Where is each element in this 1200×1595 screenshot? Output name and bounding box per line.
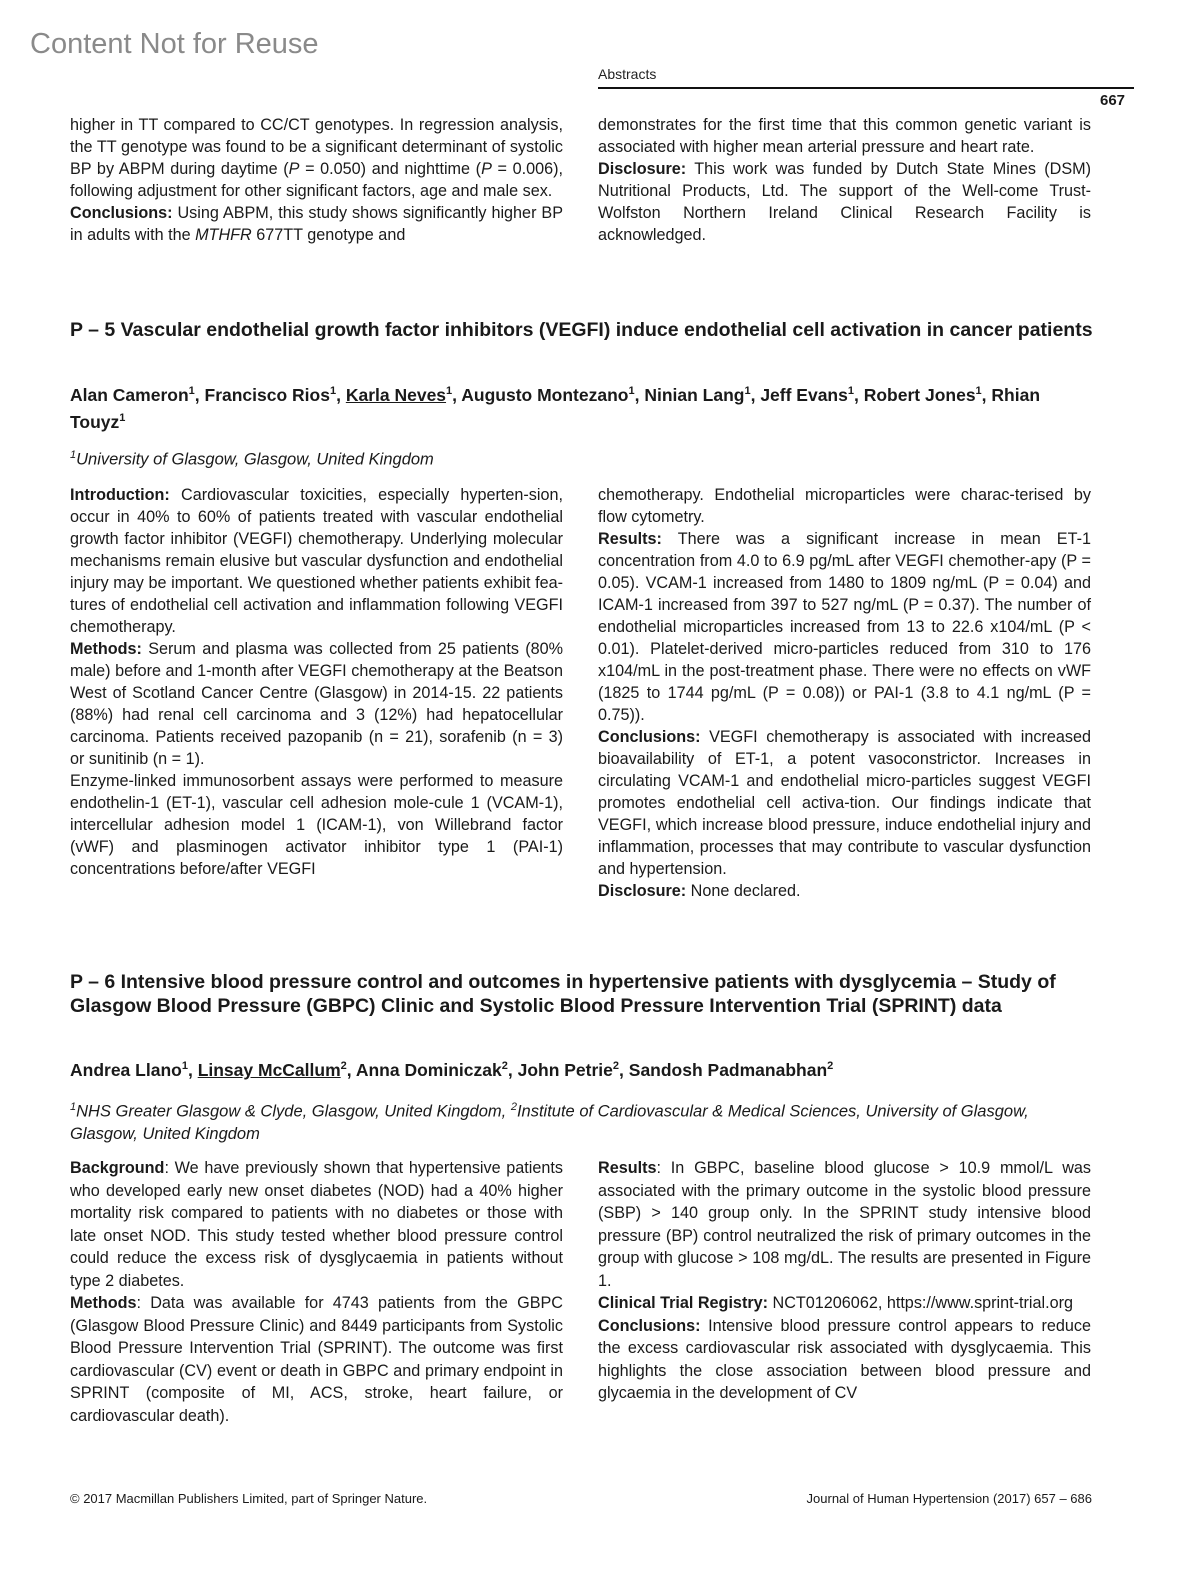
affiliation-sup: 1 [329,385,337,397]
p6-conclusions [598,1315,1091,1405]
p5-title: P – 5 Vascular endothelial growth factor inhibitors (VEGFI) induce endothelial cell activation in cancer patients [70,319,1093,341]
affiliation-sup: 1 [188,385,195,397]
affiliation-sup: 1 [70,1101,77,1113]
p5-methods [70,638,563,770]
section-label: Results: [598,530,662,548]
author-name: Francisco Rios [204,384,330,405]
p6-registry [598,1292,1091,1315]
p5-disclosure [598,880,1091,902]
text: VEGFI chemotherapy is associated with increased bioavailability of ET-1, a potent vasoconstrictor. Increases in circulating VCAM-1 and endothelial micro-particles suggest VEGFI promotes endothelial cell activa-tion. Our findings indicate that VEGFI, which increase blood pressure, induce endothelial injury and inflammation, processes that may contribute to vascular dysfunction and hypertension. [598,728,1091,878]
gene-name: MTHFR [195,226,252,244]
section-label: Methods: [70,640,142,658]
running-head: Abstracts [598,66,657,82]
journal-citation-footer: Journal of Human Hypertension (2017) 657 – 686 [806,1491,1092,1506]
p5-methods-tail: chemotherapy. Endothelial microparticles were charac-terised by flow cytometry. [598,486,1091,526]
text: : Data was available for 4743 patients from the GBPC (Glasgow Blood Pressure Clinic) and 8449 participants from Systolic Blood Pressure Intervention Trial (SPRINT). The outcome was first cardiovascular (CV) event or death in GBPC and primary endpoint in SPRINT (composite of MI, ACS, stroke, heart failure, or cardiovascular death). [70,1294,563,1425]
separator: , [346,1059,356,1080]
author-name: Andrea Llano [70,1059,182,1080]
prev-abstract-right-column [598,114,1091,246]
section-label: Conclusions: [70,204,173,222]
section-label: Conclusions: [598,728,701,746]
separator: , [634,384,645,405]
p6-results [598,1157,1091,1292]
author-name: Ninian Lang [644,384,745,405]
text: Using ABPM, this study shows significantly higher BP in adults with the [70,204,563,244]
presenting-author-name: Linsay McCallum [197,1059,341,1080]
text: NCT01206062, https://www.sprint-trial.org [768,1294,1074,1312]
affiliation-text: Institute of Cardiovascular & Medical Sciences, University of Glasgow, Glasgow, United Kingdom [70,1102,1029,1143]
author-name: Robert Jones [863,384,976,405]
affiliation-sup: 1 [70,449,77,461]
prev-abstract-left-column [70,114,563,246]
author-name: Rhian Touyz [70,384,1041,432]
section-label: Introduction: [70,486,170,504]
section-label: Clinical Trial Registry: [598,1294,769,1312]
affiliation-sup: 1 [744,385,751,397]
p5-results [598,528,1091,726]
p6-affiliations [70,1096,1100,1145]
text: : We have previously shown that hypertensive patients who developed early new onset diabetes (NOD) had a 40% higher mortality risk compared to patients with no diabetes or those with late onset NOD. This study tested whether blood pressure control could reduce the excess risk of dysglycaemia in patients without type 2 diabetes. [70,1159,563,1290]
separator: , [619,1059,629,1080]
separator: , [981,384,992,405]
affiliation-sup: 1 [181,1060,188,1072]
separator: , [187,1059,198,1080]
p6-right-column [598,1157,1091,1405]
text: = 0.050) and nighttime ( [299,160,482,178]
author-name: Sandosh Padmanabhan [628,1059,828,1080]
affiliation-sup: 2 [340,1060,347,1072]
affiliation-text: NHS Greater Glasgow & Clyde, Glasgow, United Kingdom, [76,1102,511,1121]
copyright-footer: © 2017 Macmillan Publishers Limited, part of Springer Nature. [70,1491,428,1506]
author-name: John Petrie [517,1059,613,1080]
p6-methods [70,1292,563,1427]
italic-variable: P [481,160,492,178]
section-label: Disclosure: [598,882,687,900]
p6-left-column [70,1157,563,1427]
section-label: Methods [70,1294,137,1312]
p6-title: P – 6 Intensive blood pressure control and outcomes in hypertensive patients with dysglycemia – Study of Glasgow Blood Pressure (GBPC) Clinic and Systolic Blood Pressure Intervention Trial (SPRINT) data [70,971,1056,1017]
p5-right-column [598,484,1091,902]
section-label: Background [70,1159,165,1177]
text: None declared. [686,882,801,900]
author-name: Alan Cameron [70,384,189,405]
italic-variable: P [288,160,300,178]
prev-continuation-paragraph: demonstrates for the first time that this common genetic variant is associated with higher mean arterial pressure and heart rate. [598,116,1091,156]
author-name: Anna Dominiczak [355,1059,502,1080]
affiliation-sup: 1 [847,385,854,397]
prev-conclusions-paragraph [70,202,563,246]
section-label: Conclusions: [598,1316,701,1335]
text: Intensive blood pressure control appears to reduce the excess cardiovascular risk associated with dysglycaemia. This highlights the close association between blood pressure and glycaemia in the development of CV [598,1316,1091,1402]
affiliation-sup: 2 [510,1101,517,1113]
p5-authors [70,380,1100,434]
p5-introduction [70,484,563,638]
text: This work was funded by Dutch State Mines (DSM) Nutritional Products, Ltd. The support of the Well-come Trust- Wolfston Northern Ireland Clinical Research Facility is acknowledged. [598,160,1091,244]
affiliation-text: University of Glasgow, Glasgow, United Kingdom [76,450,434,469]
separator: , [194,384,205,405]
p5-left-column [70,484,563,880]
text: There was a significant increase in mean ET-1 concentration from 4.0 to 6.9 pg/mL after VEGFI chemother-apy (P = 0.05). VCAM-1 increased from 1480 to 1809 ng/mL (P = 0.04) and ICAM-1 increased from 397 to 527 ng/mL (P = 0.37). The number of endothelial microparticles increased from 13 to 22.6 x104/mL (P < 0.01). Platelet-derived micro-particles reduced from 310 to 176 x104/mL in the post-treatment phase. There were no effects on vWF (1825 to 1744 pg/mL (P = 0.08)) or PAI-1 (3.8 to 4.1 ng/mL (P = 0.75)). [598,530,1091,724]
separator: , [853,384,864,405]
text: = 0.006), following adjustment for other significant factors, age and male sex. [70,160,563,200]
affiliation-sup: 2 [501,1060,508,1072]
affiliation-sup: 2 [827,1060,834,1072]
header-rule [598,87,1134,89]
text: : In GBPC, baseline blood glucose > 10.9 mmol/L was associated with the primary outcome in the systolic blood pressure (SBP) > 140 group only. In the SPRINT study intensive blood pressure (BP) control neutralized the risk of primary outcomes in the group with glucose > 108 mg/dL. The results are presented in Figure 1. [598,1159,1091,1290]
affiliation-sup: 2 [612,1060,620,1072]
presenting-author-name: Karla Neves [345,384,447,405]
text: 677TT genotype and [251,226,406,244]
prev-results-paragraph [70,114,563,202]
author-name: Jeff Evans [760,384,848,405]
watermark: Content Not for Reuse [30,28,319,60]
affiliation-sup: 1 [119,411,126,424]
separator: , [750,384,761,405]
p5-conclusions [598,726,1091,880]
p5-affiliation [70,444,1100,471]
section-label: Disclosure: [598,160,687,178]
separator: , [507,1059,518,1080]
separator: , [452,384,462,405]
affiliation-sup: 1 [446,385,453,397]
author-name: Augusto Montezano [461,384,629,405]
p6-authors [70,1055,1100,1082]
section-label: Results [598,1159,657,1177]
text: higher in TT compared to CC/CT genotypes. In regression analysis, the TT genotype was found to be a significant determinant of systolic BP by ABPM during daytime ( [70,116,563,178]
prev-disclosure-paragraph [598,158,1091,246]
affiliation-sup: 1 [975,385,982,397]
p6-background [70,1157,563,1292]
separator: , [336,384,346,405]
page-number: 667 [1100,92,1126,109]
text: Cardiovascular toxicities, especially hyperten-sion, occur in 40% to 60% of patients treated with vascular endothelial growth factor inhibitor (VEGFI) chemotherapy. Underlying molecular mechanisms remain elusive but vascular dysfunction and endothelial injury may be important. We questioned whether patients exhibit fea-tures of endothelial cell activation and inflammation following VEGFI chemotherapy. [70,486,563,636]
affiliation-sup: 1 [628,385,635,397]
p5-methods-continued: Enzyme-linked immunosorbent assays were performed to measure endothelin-1 (ET-1), vascular cell adhesion mole-cule 1 (VCAM-1), intercellular adhesion model 1 (ICAM-1), von Willebrand factor (vWF) and plasminogen activator inhibitor type 1 (PAI-1) concentrations before/after VEGFI [70,772,563,878]
text: Serum and plasma was collected from 25 patients (80% male) before and 1-month after VEGFI chemotherapy at the Beatson West of Scotland Cancer Centre (Glasgow) in 2014-15. 22 patients (88%) had renal cell carcinoma and 3 (12%) had hepatocellular carcinoma. Patients received pazopanib (n = 21), sorafenib (n = 3) or sunitinib (n = 1). [70,640,563,768]
